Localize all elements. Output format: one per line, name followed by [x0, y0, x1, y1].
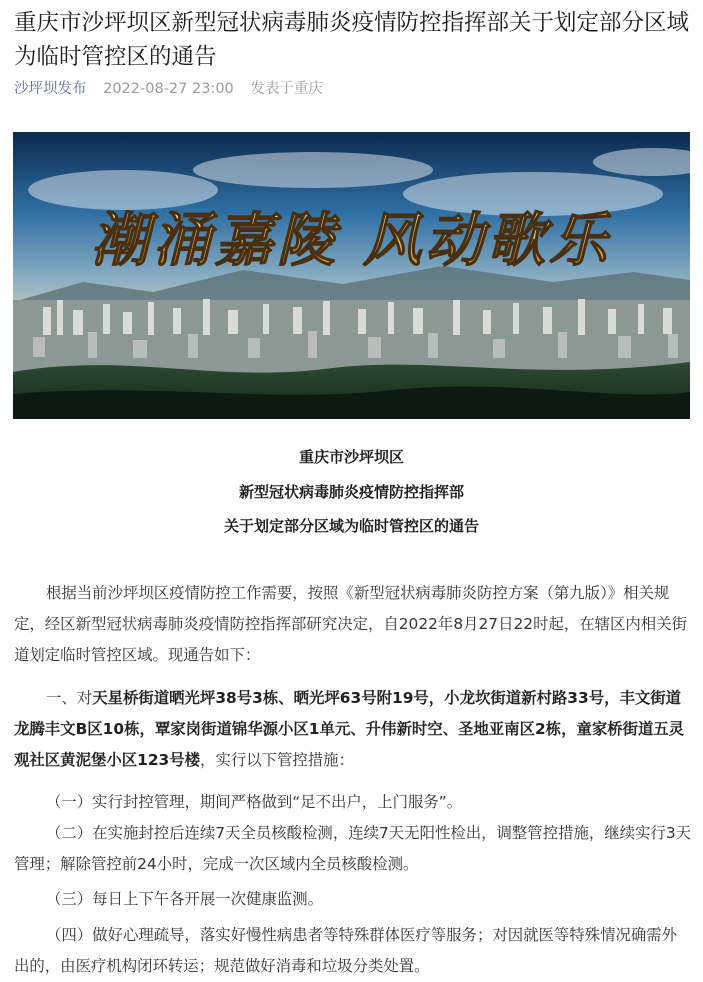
item-1-suffix: ，实行以下管控措施：	[200, 751, 354, 769]
article-meta	[14, 79, 323, 99]
banner-image	[13, 132, 690, 419]
publish-location: 发表于重庆	[250, 81, 323, 97]
measure-2: （二）在实施封控后连续7天全员核酸检测，连续7天无阳性检出，调整管控措施，继续实行3天管理；解除管控前24小时，完成一次区域内全员核酸检测。	[14, 824, 692, 873]
measure-4: （四）做好心理疏导，落实好慢性病患者等特殊群体医疗等服务；对因就医等特殊情况确需外出的，由医疗机构闭环转运；规范做好消毒和垃圾分类处置。	[14, 926, 678, 975]
notice-heading-line-1: 重庆市沙坪坝区	[298, 448, 404, 466]
measure-1: （一）实行封控管理，期间严格做到“足不出户，上门服务”。	[46, 793, 463, 811]
article-title: 重庆市沙坪坝区新型冠状病毒肺炎疫情防控指挥部关于划定部分区域为临时管控区的通告	[14, 10, 690, 70]
item-1-locations: 天星桥街道晒光坪38号3栋、晒光坪63号附19号，小龙坎街道新村路33号，丰文街道龙腾丰文B区10栋，覃家岗街道锦华源小区1单元、升伟新时空、圣地亚南区2栋，童家桥街道五灵观社区黄泥堡小区123号楼	[14, 689, 685, 769]
measure-3: （三）每日上下午各开展一次健康监测。	[46, 890, 324, 908]
notice-item-1	[14, 683, 691, 776]
notice-heading-line-2: 新型冠状病毒肺炎疫情防控指挥部	[238, 483, 464, 501]
account-name-link[interactable]: 沙坪坝发布	[14, 81, 87, 97]
publish-time: 2022-08-27 23:00	[103, 81, 234, 97]
notice-heading-line-3: 关于划定部分区域为临时管控区的通告	[223, 517, 479, 535]
notice-intro: 根据当前沙坪坝区疫情防控工作需要，按照《新型冠状病毒肺炎防控方案（第九版）》相关规定，经区新型冠状病毒肺炎疫情防控指挥部研究决定，自2022年8月27日22时起，在辖区内相关街道划定临时管控区域。现通告如下：	[14, 584, 687, 664]
banner-caption: 潮涌嘉陵 风动歌乐	[90, 206, 612, 274]
item-1-prefix: 一、对	[46, 689, 93, 707]
